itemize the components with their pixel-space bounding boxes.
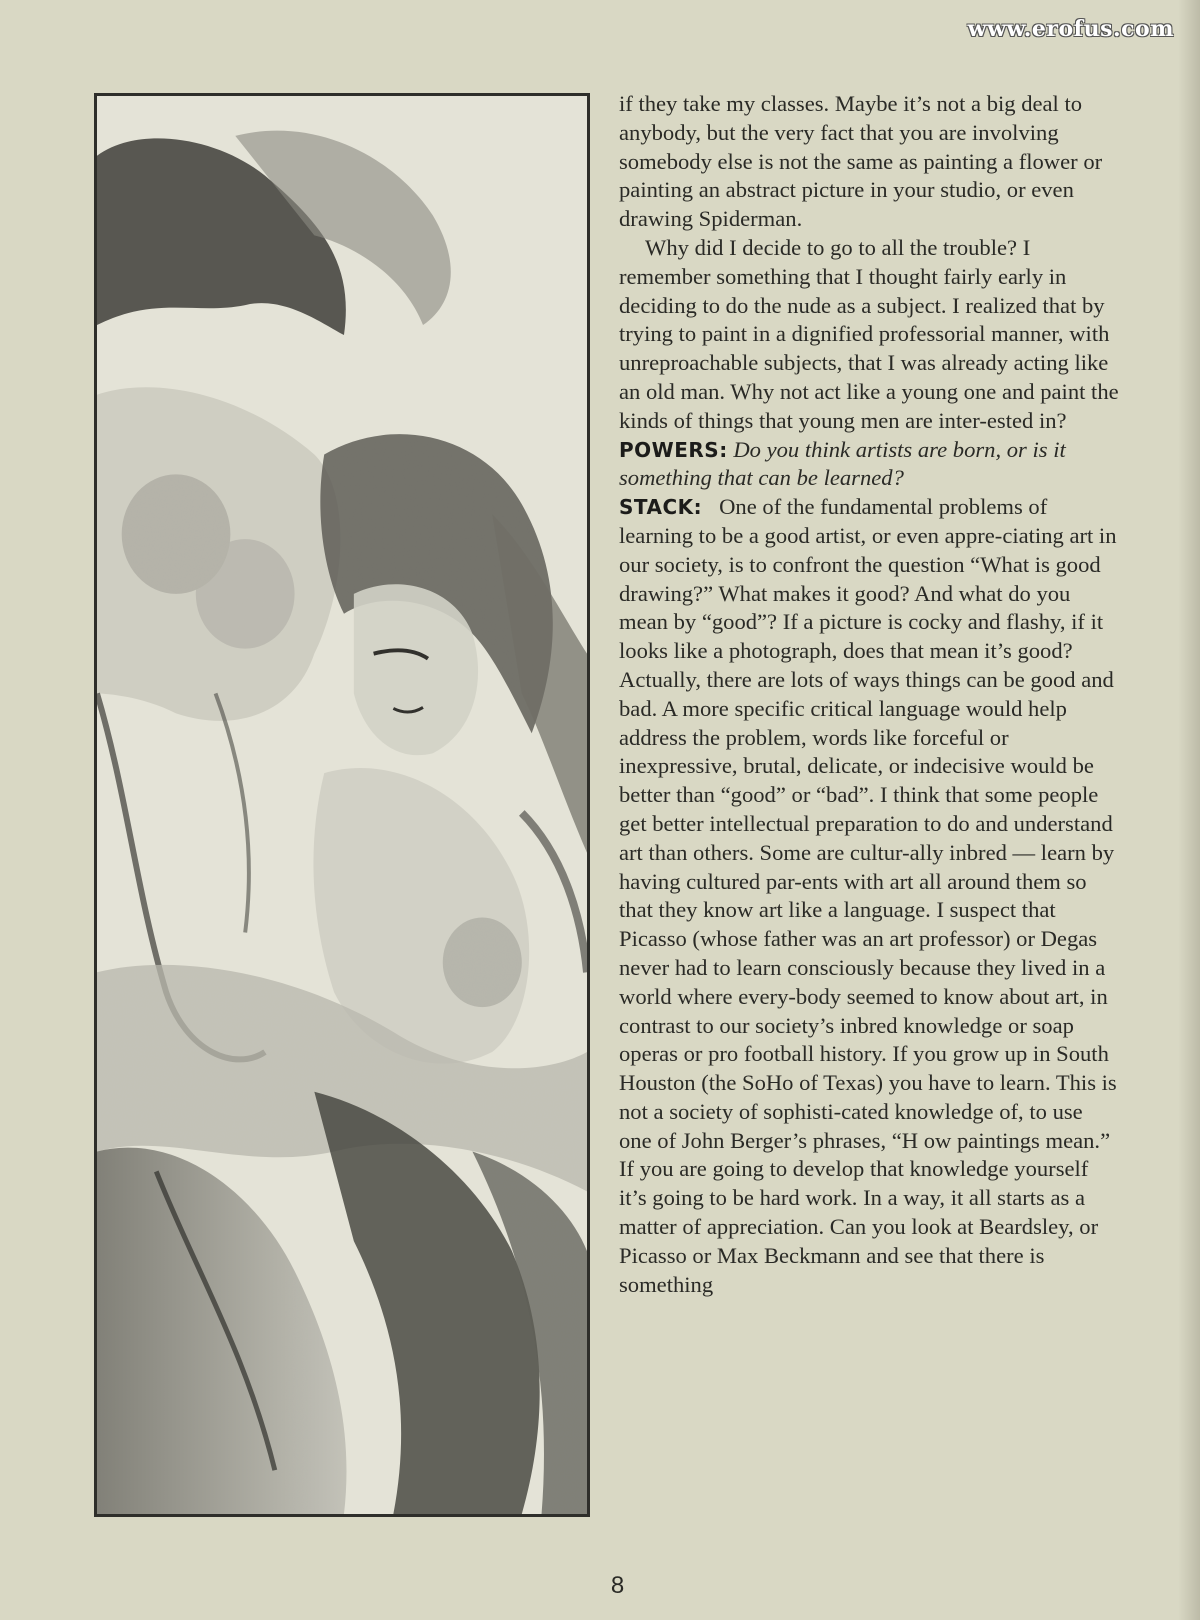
question-text: Do you think artists are born, or is it something that can be learned? bbox=[619, 436, 1066, 491]
speaker-label-stack: STACK: bbox=[619, 495, 703, 520]
speaker-label-powers: POWERS: bbox=[619, 437, 728, 462]
interview-question bbox=[619, 436, 1119, 494]
charcoal-drawing-illustration bbox=[94, 93, 590, 1517]
watermark: www.erofus.com bbox=[967, 16, 1174, 42]
paragraph-continuation: if they take my classes. Maybe it’s not a big deal to anybody, but the very fact that you are involving somebody else is not the same as painting a flower or painting an abstract picture in your studio, or even drawing Spiderman. bbox=[619, 91, 1103, 232]
paragraph-motivation: Why did I decide to go to all the trouble? I remember something that I thought fairly early in deciding to do the nude as a subject. I realized that by trying to paint in a dignified professorial manner, with unreproachable subjects, that I was already acting like an old man. Why not act like a young one and paint the kinds of things that young men are inter-ested in? bbox=[619, 234, 1119, 433]
answer-text: One of the fundamental problems of learning to be a good artist, or even appre-ciating art in our society, is to confront the question “What is good drawing?” What makes it good? And what do you mean by “good”? If a picture is cocky and flashy, if it looks like a photograph, does that mean it’s good? Actually, there are lots of ways things can be good and bad. A more specific critical language would help address the problem, words like forceful or inexpressive, brutal, delicate, or indecisive would be better than “good” or “bad”. I think that some people get better intellectual preparation to do and understand art than others. Some are cultur-ally inbred — learn by having cultured par-ents with art all around them so that they know art like a language. I suspect that Picasso (whose father was an art professor) or Degas never had to learn consciously because they lived in a world where every-body seemed to know about art, in contrast to our society’s inbred knowledge or soap operas or pro football history. If you grow up in South Houston (the SoHo of Texas) you have to learn. This is not a society of sophisti-cated knowledge of, to use one of John Berger’s phrases, “H ow paintings mean.” If you are going to develop that knowledge yourself it’s going to be hard work. In a way, it all starts as a matter of appreciation. Can you look at Beardsley, or Picasso or Max Beckmann and see that there is something bbox=[619, 494, 1117, 1297]
interview-answer bbox=[619, 493, 1119, 1299]
charcoal-figure-drawing-icon bbox=[97, 96, 587, 1514]
article-text-column bbox=[619, 90, 1119, 1299]
page-number: 8 bbox=[610, 1572, 625, 1599]
page-edge-shadow bbox=[1178, 0, 1200, 1620]
